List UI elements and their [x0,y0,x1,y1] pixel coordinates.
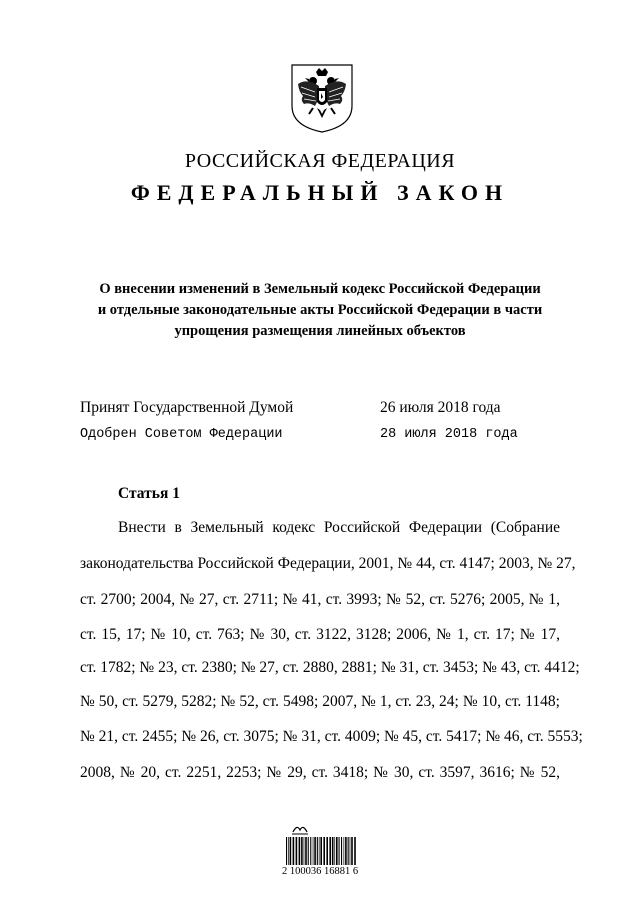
barcode-bar [296,837,298,865]
law-title-line: упрощения размещения линейных объектов [174,323,466,339]
article-text-line: законодательства Российской Федерации, 2001, № 44, ст. 4147; 2003, № 27, [80,555,576,572]
article-text-line: 2008, № 20, ст. 2251, 2253; № 29, ст. 3418; № 30, ст. 3597, 3616; № 52, [80,764,560,781]
barcode-bar [301,837,303,865]
barcode-bar [332,837,334,865]
barcode-bar [350,837,351,865]
article-text-line: № 21, ст. 2455; № 26, ст. 3075; № 31, ст. 4009; № 45, ст. 5417; № 46, ст. 5553; [80,728,583,745]
barcode-bar [329,837,331,865]
article-text-line: ст. 15, 17; № 10, ст. 763; № 30, ст. 3122, 3128; 2006, № 1, ст. 17; № 17, [80,626,560,643]
document-type-heading: ФЕДЕРАЛЬНЫЙ ЗАКОН [130,180,510,205]
barcode-bar [319,837,320,865]
barcode-bar [304,837,305,865]
barcode-bar [299,837,301,865]
article-heading: Статья 1 [118,485,180,502]
law-title-line: О внесении изменений в Земельный кодекс Российской Федерации [99,281,541,297]
barcode-bar [288,837,289,865]
article-text-line: № 50, ст. 5279, 5282; № 52, ст. 5498; 2007, № 1, ст. 23, 24; № 10, ст. 1148; [80,693,560,710]
barcode-bar [313,837,314,865]
adopted-date: 26 июля 2018 года [380,399,501,416]
article-text-line: ст. 1782; № 23, ст. 2380; № 27, ст. 2880, 2881; № 31, ст. 3453; № 43, ст. 4412; [80,659,580,676]
barcode-bar [326,837,328,865]
barcode-bar [345,837,347,865]
barcode-bar [314,837,316,865]
barcode-number: 2 100036 16881 6 [281,866,359,877]
adopted-by-duma-label: Принят Государственной Думой [80,399,294,416]
approved-by-council-label: Одобрен Советом Федерации [80,427,283,442]
barcode-bar [290,837,292,865]
article-text-line: ст. 2700; 2004, № 27, ст. 2711; № 41, ст. 3993; № 52, ст. 5276; 2005, № 1, [80,591,560,608]
country-name: РОССИЙСКАЯ ФЕДЕРАЦИЯ [184,150,456,172]
barcode-bars [286,837,358,865]
barcode-bar [344,837,345,865]
barcode-bar [336,837,338,865]
law-title [60,279,580,342]
barcode-bar [323,837,325,865]
article-text-line: Внести в Земельный кодекс Российской Федерации (Собрание [118,519,560,536]
approved-date: 28 июля 2018 года [380,427,518,442]
barcode-bar [351,837,353,865]
barcode-bar [293,837,295,865]
barcode-bar [348,837,349,865]
coat-of-arms-emblem [289,62,355,134]
barcode-bar [320,837,322,865]
barcode-bar [354,837,356,865]
barcode-bar [308,837,309,865]
barcode-bar [310,837,311,865]
barcode-bar [286,837,287,865]
barcode-bar [305,837,307,865]
document-barcode [270,822,370,882]
barcode-bar [341,837,342,865]
double-headed-eagle-icon [289,62,355,134]
barcode-bar [339,837,340,865]
barcode-logo-icon [291,822,309,836]
barcode-bar [317,837,318,865]
barcode-bar [334,837,335,865]
law-title-line: и отдельные законодательные акты Российской Федерации в части [97,302,543,318]
